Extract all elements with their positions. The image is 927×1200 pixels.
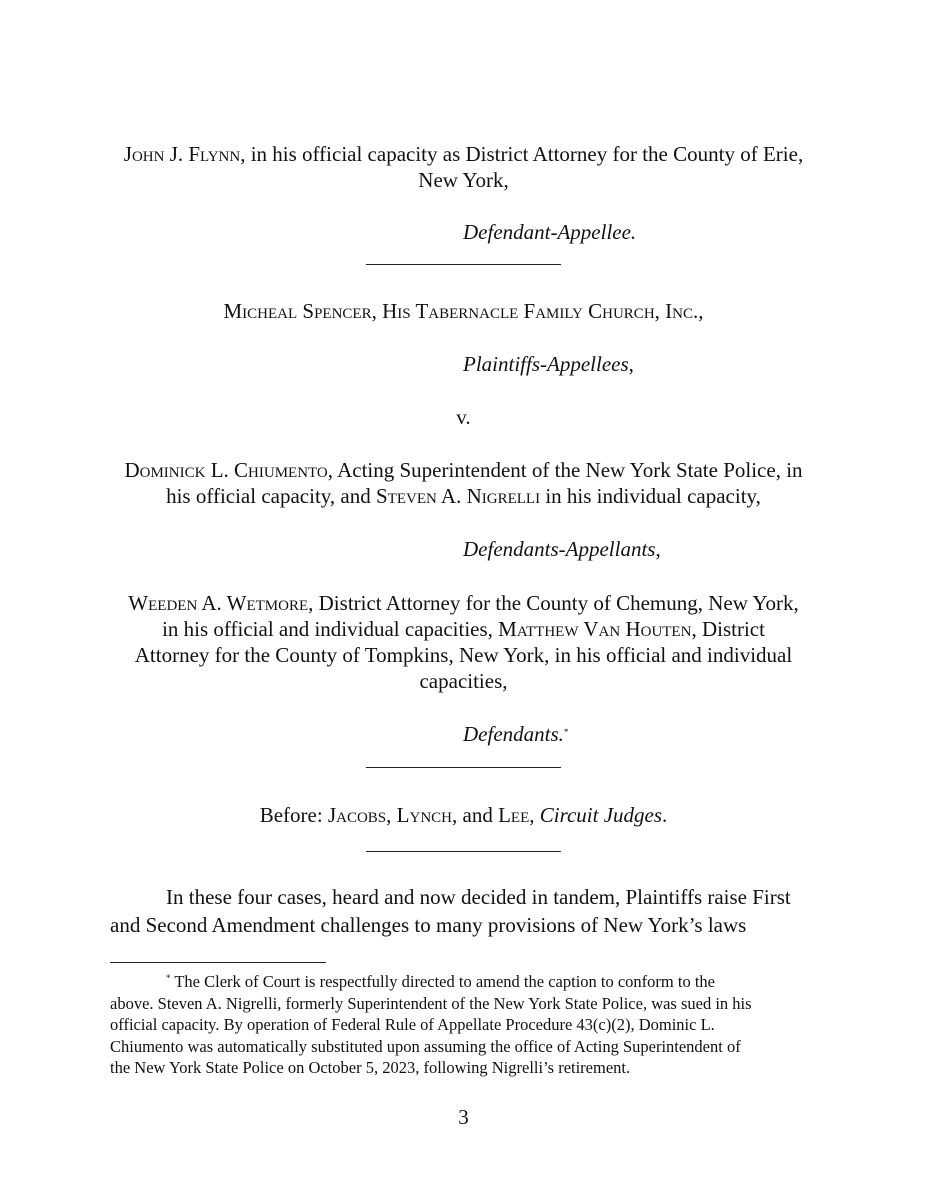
separator: ,: [386, 803, 397, 827]
party-name-van-houten: Matthew Van Houten: [498, 617, 692, 641]
footnote-line-1: The Clerk of Court is respectfully directed to amend the caption to conform to the: [170, 972, 715, 991]
caption-chiumento-description: , Acting Superintendent of the New York State Police, in: [327, 458, 803, 482]
caption-chiumento-line2: [100, 483, 827, 509]
separator: ,: [698, 299, 704, 323]
caption-text: his official capacity, and: [166, 484, 376, 508]
separator: ,: [628, 352, 634, 376]
panel-before: Before:: [259, 803, 328, 827]
party-name-flynn-first: John: [123, 142, 165, 166]
role-defendant-appellee: Defendant-Appellee.: [463, 220, 637, 244]
party-name-church: His Tabernacle Family Church: [382, 299, 655, 323]
footnote-mark: *: [166, 973, 171, 983]
role-plaintiffs-appellees: [463, 351, 634, 377]
caption-wetmore-line1: [100, 590, 827, 616]
separator: .: [662, 803, 668, 827]
separator: , and: [452, 803, 499, 827]
footnote-line-2: above. Steven A. Nigrelli, formerly Superintendent of the New York State Police, was sued in his: [110, 993, 752, 1013]
party-name-church-suffix: Inc.: [665, 299, 699, 323]
caption-spencer-line1: [100, 298, 827, 324]
body-paragraph: [110, 883, 826, 939]
body-line-1: In these four cases, heard and now decided in tandem, Plaintiffs raise First: [166, 885, 791, 909]
footnote: [110, 971, 826, 1079]
separator: ,: [371, 299, 383, 323]
panel-line: [100, 802, 827, 828]
caption-chiumento-line1: [100, 457, 827, 483]
separator: ,: [654, 299, 666, 323]
caption-flynn-line2: New York,: [418, 168, 509, 192]
panel-title: Circuit Judges: [539, 803, 663, 827]
party-name-wetmore: Weeden A. Wetmore: [128, 591, 309, 615]
page-number: 3: [458, 1105, 469, 1129]
role-label: Defendants-Appellants: [463, 537, 656, 561]
caption-wetmore-line4: capacities,: [419, 669, 508, 693]
caption-wetmore-line3: Attorney for the County of Tompkins, New York, in his official and individual: [134, 643, 793, 667]
footnote-reference[interactable]: *: [563, 727, 569, 737]
party-name-spencer: Micheal Spencer: [223, 299, 372, 323]
party-name-chiumento: Dominick L. Chiumento: [124, 458, 328, 482]
footnote-separator: [110, 962, 326, 963]
footnote-line-5: the New York State Police on October 5, 2023, following Nigrelli’s retirement.: [110, 1058, 631, 1077]
caption-text: , District: [691, 617, 765, 641]
caption-flynn-description: , in his official capacity as District Attorney for the County of Erie,: [240, 142, 804, 166]
role-defendants-appellants: [463, 536, 661, 562]
footnote-line-4: Chiumento was automatically substituted upon assuming the office of Acting Superintendent of: [110, 1036, 741, 1056]
role-defendants: [463, 721, 568, 747]
caption-divider-3: [366, 851, 561, 852]
body-line-2: and Second Amendment challenges to many provisions of New York’s laws: [110, 913, 747, 937]
separator: ,: [529, 803, 540, 827]
party-name-flynn: J. Flynn: [164, 142, 241, 166]
caption-text: , District Attorney for the County of Chemung, New York,: [308, 591, 799, 615]
caption-text: in his individual capacity,: [540, 484, 761, 508]
versus-label: v.: [456, 405, 471, 429]
role-label: Plaintiffs-Appellees: [463, 352, 629, 376]
judge-lee: Lee: [498, 803, 530, 827]
caption-divider-1: [366, 264, 561, 265]
party-name-nigrelli: Steven A. Nigrelli: [376, 484, 541, 508]
role-label: Defendants.: [463, 722, 564, 746]
footnote-line-3: official capacity. By operation of Federal Rule of Appellate Procedure 43(c)(2), Dominic L.: [110, 1015, 715, 1034]
caption-wetmore-line2: [100, 616, 827, 642]
caption-divider-2: [366, 767, 561, 768]
caption-flynn-line1: [100, 141, 827, 167]
judge-lynch: Lynch: [396, 803, 452, 827]
caption-text: in his official and individual capacities,: [162, 617, 499, 641]
separator: ,: [655, 537, 661, 561]
judge-jacobs: Jacobs: [327, 803, 387, 827]
